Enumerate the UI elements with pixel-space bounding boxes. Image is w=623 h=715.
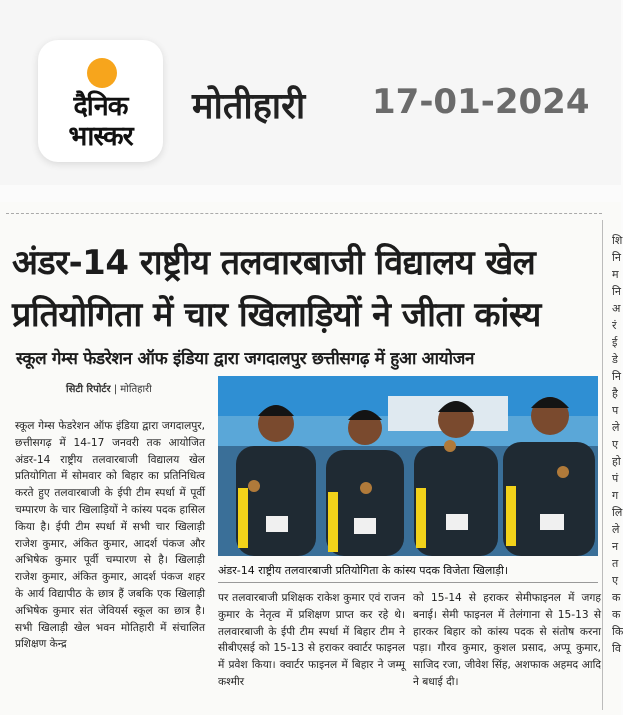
logo-line1: दैनिक <box>73 91 128 122</box>
byline-separator: | <box>113 384 118 395</box>
edition-date: 17-01-2024 <box>372 82 590 122</box>
photo-caption: अंडर-14 राष्ट्रीय तलवारबाजी प्रतियोगिता के कांस्य पदक विजेता खिलाड़ी। <box>218 560 598 583</box>
subheadline: स्कूल गेम्स फेडरेशन ऑफ इंडिया द्वारा जगदालपुर छत्तीसगढ़ में हुआ आयोजन <box>16 349 475 369</box>
article-column-3: को 15-14 से हराकर सेमीफाइनल में जगह बनाई। सेमी फाइनल में तेलंगाना से 15-13 से हारकर बिहार को कांस्य पदक से संतोष करना पड़ा। गौरव कुमार, कुशल प्रसाद, अप्पू कुमार, साजिद रजा, जीवेश सिंह, अशफाक अहमद आदि ने बधाई दी। <box>413 592 601 688</box>
winners-photo <box>218 376 598 556</box>
article-column-2: पर तलवारबाजी प्रशिक्षक राकेश कुमार एवं राजन कुमार के नेतृत्व में प्रशिक्षण प्राप्त कर रहे थे। तलवारबाजी के ईपी टीम स्पर्धा में बिहार टीम ने सीबीएसई को 15-13 से हराकर क्वार्टर फाइनल में प्रवेश किया। क्वार्टर फाइनल में बिहार ने जम्मू कश्मीर <box>218 592 405 688</box>
byline <box>66 381 152 395</box>
headline-line1: अंडर-14 राष्ट्रीय तलवारबाजी विद्यालय खेल <box>12 243 536 283</box>
top-divider <box>6 213 602 214</box>
article-column-1: स्कूल गेम्स फेडरेशन ऑफ इंडिया द्वारा जगदालपुर, छत्तीसगढ़ में 14-17 जनवरी तक आयोजित अंडर-14 राष्ट्रीय तलवारबाजी विद्यालय खेल प्रतियोगिता में सोमवार को बिहार का प्रतिनिधित्व करते हुए तलवारबाजी के ईपी टीम स्पर्धा में पूर्वी चम्पारण के चार खिलाड़ियों ने कांस्य पदक हासिल किया है। ईपी टीम स्पर्धा में सभी चार खिलाड़ी राजेश कुमार, अंकित कुमार, आदर्श पंकज और अभिषेक कुमार पूर्वी चम्पारण से है। खिलाड़ी राजेश कुमार, अंकित कुमार, आदर्श पंकज शहर के आर्य विद्यापीठ के छात्र हैं जबकि एक खिलाड़ी अभिषेक कुमार संत जेवियर्स स्कूल का छात्र है। सभी खिलाड़ी खेल भवन मोतिहारी में संचालित प्रशिक्षण केन्द्र <box>15 420 205 651</box>
column-divider <box>602 220 603 710</box>
adjacent-column-fragment: शि नि म नि अ रं ई डे नि है प ले ए हो पं ग लि ले न त ए क क कि वि <box>612 234 623 655</box>
byline-place: मोतिहारी <box>120 384 152 395</box>
headline-line2: प्रतियोगिता में चार खिलाड़ियों ने जीता कांस्य <box>12 295 541 335</box>
winners-photo-illustration <box>218 376 598 556</box>
dainik-bhaskar-logo[interactable] <box>38 40 163 162</box>
edition-city: मोतीहारी <box>192 86 306 127</box>
sun-icon <box>87 58 117 88</box>
byline-reporter: सिटी रिपोर्टर <box>66 384 111 395</box>
logo-line2: भास्कर <box>68 121 133 152</box>
